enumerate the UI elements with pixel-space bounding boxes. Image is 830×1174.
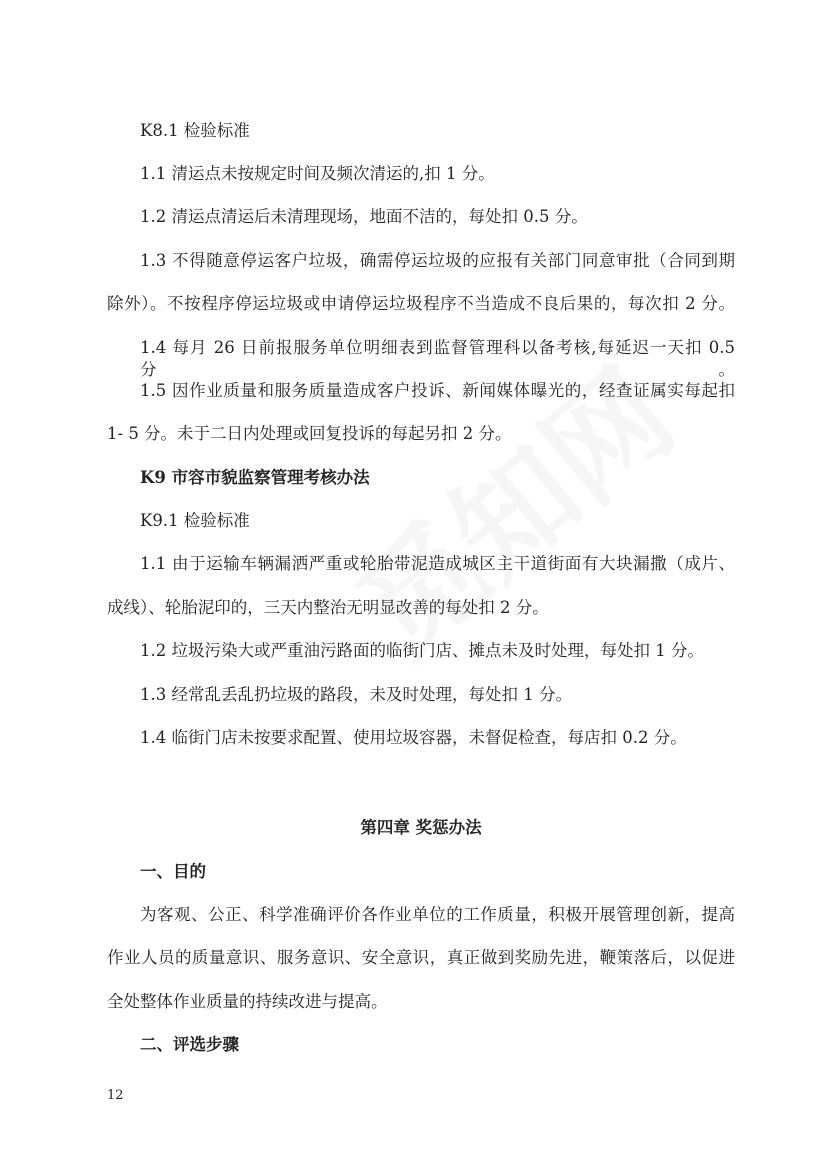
text-line: 为客观、公正、科学准确评价各作业单位的工作质量，积极开展管理创新，提高	[140, 905, 735, 924]
text-line: 1.3 不得随意停运客户垃圾，确需停运垃圾的应报有关部门同意审批（合同到期	[140, 251, 735, 270]
text-line: 1.5 因作业质量和服务质量造成客户投诉、新闻媒体曝光的，经查证属实每起扣	[140, 381, 735, 400]
text-line: 1- 5 分。未于二日内处理或回复投诉的每起另扣 2 分。	[107, 424, 512, 443]
text-line: 成线）、轮胎泥印的，三天内整治无明显改善的每处扣 2 分。	[107, 598, 549, 617]
text-line: 除外）。不按程序停运垃圾或申请停运垃圾程序不当造成不良后果的，每次扣 2 分。	[107, 294, 735, 313]
heading: 二、评选步骤	[140, 1035, 239, 1054]
text-line: 全处整体作业质量的持续改进与提高。	[107, 992, 388, 1011]
text-line: 1.2 清运点清运后未清理现场，地面不洁的，每处扣 0.5 分。	[140, 207, 588, 226]
text-line: 1.4 每月 26 日前报服务单位明细表到监督管理科以备考核,每延迟一天扣 0.5 分。	[140, 338, 735, 379]
text-line: 1.1 由于运输车辆漏洒严重或轮胎带泥造成城区主干道街面有大块漏撒（成片、	[140, 554, 735, 573]
text-line: 1.4 临街门店未按要求配置、使用垃圾容器，未督促检查，每店扣 0.2 分。	[140, 728, 687, 747]
text-line: K9.1 检验标准	[140, 511, 250, 530]
heading: 一、目的	[140, 862, 206, 881]
heading: 第四章 奖惩办法	[360, 818, 482, 837]
page-number: 12	[107, 1088, 124, 1103]
text-line: 1.1 清运点未按规定时间及频次清运的,扣 1 分。	[140, 164, 495, 183]
text-line: K8.1 检验标准	[140, 121, 250, 140]
text-line: 1.2 垃圾污染大或严重油污路面的临街门店、摊点未及时处理，每处扣 1 分。	[140, 641, 704, 660]
text-line: 1.3 经常乱丢乱扔垃圾的路段，未及时处理，每处扣 1 分。	[140, 685, 572, 704]
text-line: 作业人员的质量意识、服务意识、安全意识，真正做到奖励先进，鞭策落后，以促进	[107, 948, 735, 967]
heading: K9 市容市貌监察管理考核办法	[140, 468, 370, 487]
